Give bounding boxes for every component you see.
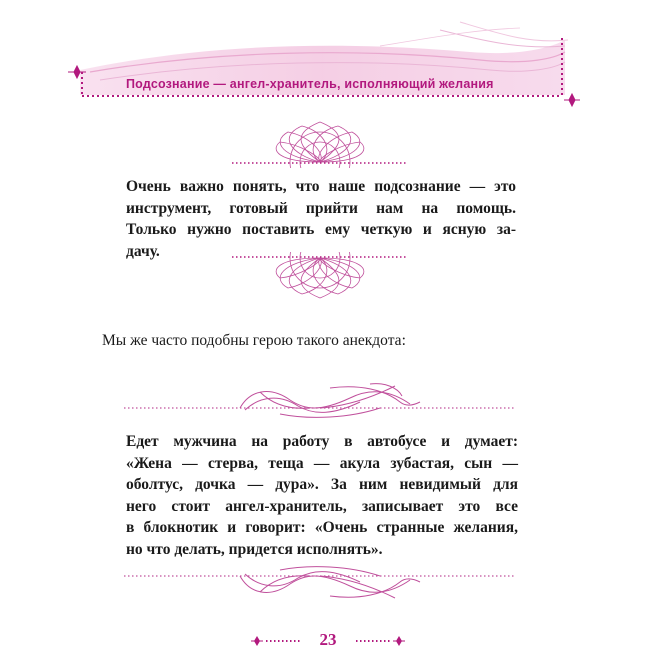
- anecdote-line: в блокнотик и говорит: «Очень странные желания,: [126, 519, 518, 536]
- anecdote-line: Едет мужчина на работу в автобусе и думает:: [126, 433, 518, 450]
- tip-line: дачу.: [126, 242, 160, 260]
- tip-line: Очень важно понять, что наше подсознание — это: [126, 178, 516, 195]
- mandala-bottom-ornament: [230, 252, 410, 302]
- running-header-title: Подсознание — ангел-хранитель, исполняющий желания: [126, 77, 494, 91]
- anecdote-line: но что делать, придется исполнять».: [126, 540, 383, 558]
- tip-paragraph: [126, 176, 516, 262]
- footer-ornament-left: [250, 634, 302, 648]
- footer-ornament-right: [354, 634, 406, 648]
- swirl-bottom-ornament: [120, 560, 520, 604]
- header-banner: [0, 0, 656, 120]
- anecdote-line: него стоит ангел-хранитель, записывает это все: [126, 497, 518, 515]
- swirl-top-ornament: [120, 378, 520, 422]
- anecdote-line: оболтус, дочка — дура». За ним невидимый для: [126, 476, 518, 493]
- anecdote-paragraph: [126, 431, 518, 560]
- tip-line: инструмент, готовый прийти нам на помощь.: [126, 199, 516, 217]
- tip-line: Только нужно поставить ему четкую и ясную за-: [126, 221, 516, 238]
- mandala-top-ornament: [230, 118, 410, 168]
- intro-paragraph: Мы же часто подобны герою такого анекдота:: [102, 332, 406, 349]
- page-number: 23: [319, 630, 337, 649]
- anecdote-line: «Жена — стерва, теща — акула зубастая, сын —: [126, 454, 518, 472]
